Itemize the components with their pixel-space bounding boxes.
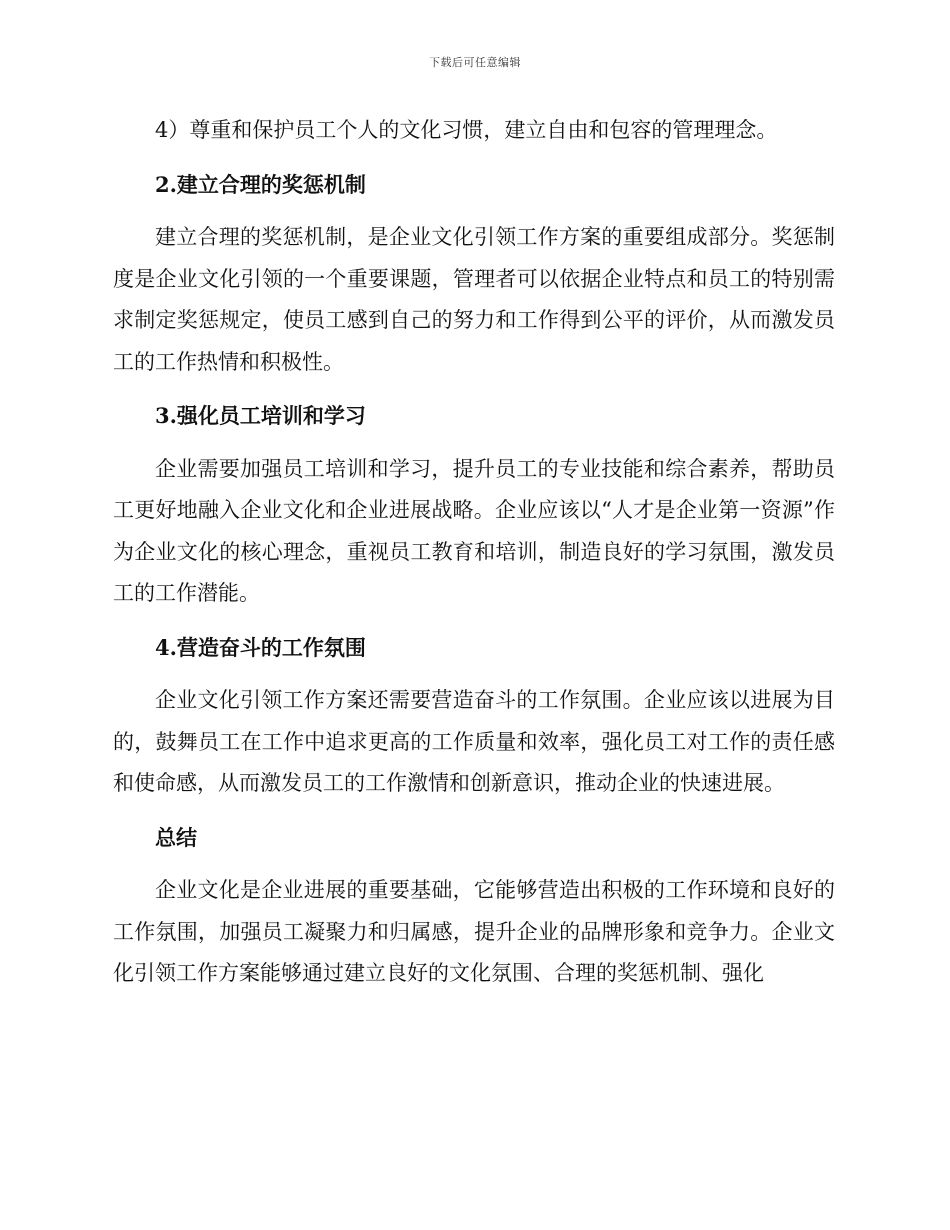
section-paragraph-2: 建立合理的奖惩机制，是企业文化引领工作方案的重要组成部分。奖惩制度是企业文化引领的一个重要课题，管理者可以依据企业特点和员工的特别需求制定奖惩规定，使员工感到自己的努力和工作得到公平的评价，从而激发员工的工作热情和积极性。 — [113, 225, 835, 374]
section-heading-4: 4.营造奋斗的工作氛围 — [155, 634, 366, 660]
summary-heading: 总结 — [155, 824, 197, 850]
section-heading-3: 3.强化员工培训和学习 — [155, 403, 366, 428]
section-heading-2: 2.建立合理的奖惩机制 — [155, 171, 366, 197]
list-item-4: 4）尊重和保护员工个人的文化习惯，建立自由和包容的管理理念。 — [155, 118, 778, 142]
header-note: 下载后可任意编辑 — [429, 56, 521, 69]
section-paragraph-4: 企业文化引领工作方案还需要营造奋斗的工作氛围。企业应该以进展为目的，鼓舞员工在工作中追求更高的工作质量和效率，强化员工对工作的责任感和使命感，从而激发员工的工作激情和创新意识，推动企业的快速进展。 — [113, 688, 835, 795]
section-paragraph-3: 企业需要加强员工培训和学习，提升员工的专业技能和综合素养，帮助员工更好地融入企业文化和企业进展战略。企业应该以“人才是企业第一资源”作为企业文化的核心理念，重视员工教育和培训，制造良好的学习氛围，激发员工的工作潜能。 — [113, 456, 835, 605]
summary-paragraph: 企业文化是企业进展的重要基础，它能够营造出积极的工作环境和良好的工作氛围，加强员工凝聚力和归属感，提升企业的品牌形象和竞争力。企业文化引领工作方案能够通过建立良好的文化氛围、合理的奖惩机制、强化 — [113, 878, 835, 985]
document-body — [113, 110, 835, 995]
